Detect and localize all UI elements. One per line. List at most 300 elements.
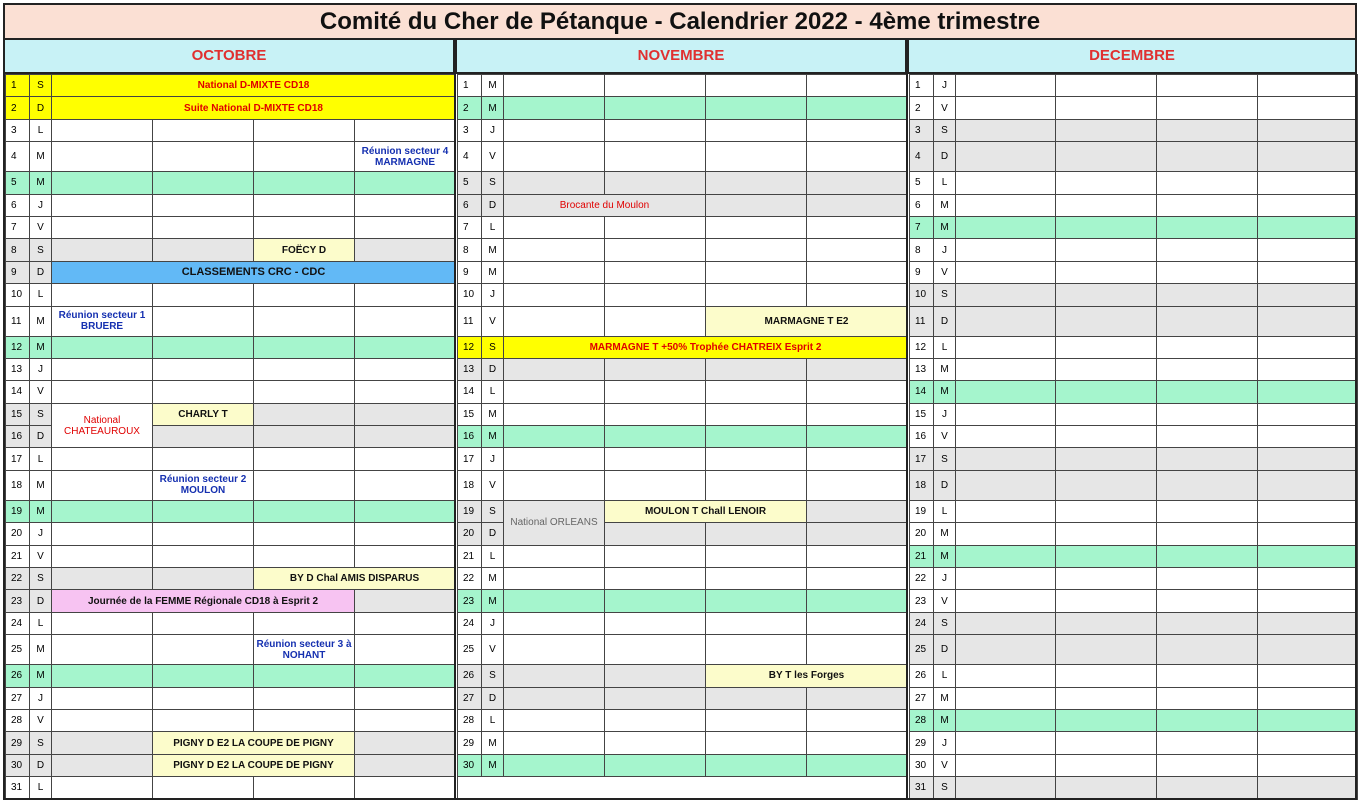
calendar-cell [1258,665,1358,687]
calendar-cell [504,732,605,754]
day-of-week: M [482,732,504,754]
calendar-cell [52,709,153,731]
month-header-decembre: DECEMBRE [907,40,1357,74]
day-of-week: J [30,523,52,545]
calendar-cell [1258,709,1358,731]
calendar-cell [1056,665,1157,687]
day-of-week: V [30,216,52,238]
calendar-cell [1258,239,1358,261]
day-number: 3 [910,119,934,141]
calendar-cell [1258,545,1358,567]
day-number: 17 [458,448,482,470]
calendar-cell [355,523,456,545]
day-of-week: D [482,687,504,709]
calendar-cell [605,448,706,470]
calendar-cell [956,75,1056,97]
day-of-week: D [482,194,504,216]
calendar-cell [504,75,605,97]
calendar-cell [956,426,1056,448]
day-number: 8 [910,239,934,261]
day-number: 11 [910,306,934,336]
day-of-week: S [934,448,956,470]
day-number: 26 [910,665,934,687]
calendar-cell [807,470,908,500]
day-of-week: V [482,635,504,665]
calendar-cell [956,709,1056,731]
calendar-cell [355,612,456,634]
day-of-week: D [934,142,956,172]
calendar-cell [956,687,1056,709]
day-number: 21 [910,545,934,567]
calendar-cell [355,448,456,470]
calendar-cell [956,777,1056,799]
calendar-cell [52,635,153,665]
calendar-cell [254,381,355,403]
calendar-cell [807,523,908,545]
calendar-cell [504,97,605,119]
calendar-cell [1258,754,1358,776]
calendar-cell [706,239,807,261]
calendar-cell [956,381,1056,403]
calendar-cell [807,754,908,776]
calendar-cell [1258,336,1358,358]
day-of-week: M [482,590,504,612]
day-number: 23 [910,590,934,612]
calendar-cell [254,523,355,545]
day-of-week: M [482,426,504,448]
calendar-cell [254,172,355,194]
calendar-cell [504,470,605,500]
calendar-cell [807,172,908,194]
calendar-cell [355,665,456,687]
calendar-cell [807,687,908,709]
event-cell: PIGNY D E2 LA COUPE DE PIGNY [153,754,355,776]
day-number: 12 [6,336,30,358]
calendar-cell [706,358,807,380]
day-of-week: V [934,754,956,776]
calendar-cell [956,306,1056,336]
day-of-week: L [934,172,956,194]
day-of-week: S [934,119,956,141]
day-of-week: M [30,470,52,500]
calendar-cell [807,568,908,590]
day-number: 28 [6,709,30,731]
calendar-cell [1056,500,1157,522]
calendar-cell [706,142,807,172]
calendar-cell [1258,523,1358,545]
calendar-cell [504,687,605,709]
day-number: 27 [910,687,934,709]
calendar-cell [706,261,807,283]
novembre-calendar [457,74,908,800]
day-of-week: S [30,732,52,754]
calendar-cell [504,381,605,403]
day-of-week: D [30,754,52,776]
day-number: 18 [910,470,934,500]
calendar-cell [254,403,355,425]
calendar-cell [153,142,254,172]
calendar-cell [807,216,908,238]
calendar-cell [1056,239,1157,261]
calendar-cell [807,448,908,470]
event-cell: National ORLEANS [504,500,605,545]
day-of-week: V [30,709,52,731]
day-number: 7 [6,216,30,238]
calendar-cell [355,426,456,448]
calendar-cell [956,97,1056,119]
calendar-cell [254,426,355,448]
day-of-week: S [30,568,52,590]
calendar-cell [52,665,153,687]
calendar-cell [504,216,605,238]
event-cell: Réunion secteur 3 à NOHANT [254,635,355,665]
calendar-cell [605,426,706,448]
event-cell: BY D Chal AMIS DISPARUS [254,568,456,590]
calendar-cell [956,358,1056,380]
calendar-cell [1258,590,1358,612]
day-number: 26 [458,665,482,687]
calendar-cell [52,358,153,380]
calendar-cell [153,426,254,448]
calendar-cell [956,500,1056,522]
day-of-week: M [30,665,52,687]
calendar-cell [956,239,1056,261]
calendar-cell [1157,426,1258,448]
day-number: 12 [458,336,482,358]
day-of-week: D [482,523,504,545]
month-header-novembre: NOVEMBRE [455,40,907,74]
calendar-cell [1258,732,1358,754]
day-number: 2 [910,97,934,119]
day-number: 14 [910,381,934,403]
calendar-cell [706,709,807,731]
day-of-week: L [934,500,956,522]
calendar-cell [153,665,254,687]
calendar-cell [1157,635,1258,665]
calendar-cell [1157,568,1258,590]
day-number: 15 [458,403,482,425]
calendar-cell [605,635,706,665]
day-number: 22 [458,568,482,590]
calendar-cell [706,448,807,470]
calendar-cell [1056,403,1157,425]
calendar-cell [706,426,807,448]
calendar-cell [504,448,605,470]
calendar-cell [1157,470,1258,500]
calendar-cell [254,500,355,522]
day-number: 13 [910,358,934,380]
calendar-cell [1157,216,1258,238]
calendar-cell [956,261,1056,283]
calendar-cell [807,545,908,567]
day-of-week: S [934,612,956,634]
calendar-cell [706,216,807,238]
calendar-cell [504,612,605,634]
day-number: 30 [458,754,482,776]
day-number: 27 [6,687,30,709]
calendar-cell [1157,754,1258,776]
event-cell: BY T les Forges [706,665,908,687]
day-of-week: J [482,612,504,634]
calendar-cell [706,687,807,709]
calendar-cell [956,142,1056,172]
calendar-cell [807,261,908,283]
calendar-cell [52,545,153,567]
day-of-week: V [30,545,52,567]
calendar-cell [153,172,254,194]
calendar-cell [153,500,254,522]
calendar-cell [153,612,254,634]
day-of-week: D [30,426,52,448]
calendar-cell [52,687,153,709]
calendar-cell [605,590,706,612]
calendar-cell [605,261,706,283]
calendar-cell [1258,500,1358,522]
calendar-cell [355,732,456,754]
calendar-cell [52,194,153,216]
day-number: 19 [458,500,482,522]
calendar-cell [504,545,605,567]
calendar-cell [605,216,706,238]
calendar-cell [1258,194,1358,216]
calendar-cell [355,216,456,238]
calendar-cell [1056,216,1157,238]
calendar-cell [1056,545,1157,567]
day-of-week: M [482,261,504,283]
calendar-cell [1157,500,1258,522]
calendar-cell [1056,97,1157,119]
calendar-cell [153,523,254,545]
event-cell: Réunion secteur 4 MARMAGNE [355,142,456,172]
calendar-cell [153,568,254,590]
calendar-cell [153,777,254,799]
day-of-week: S [30,403,52,425]
calendar-cell [605,75,706,97]
day-number: 12 [910,336,934,358]
day-number: 10 [458,284,482,306]
day-of-week: M [482,97,504,119]
day-of-week: S [934,284,956,306]
calendar-cell [706,590,807,612]
day-number: 1 [910,75,934,97]
event-cell: MARMAGNE T E2 [706,306,908,336]
calendar-cell [1258,470,1358,500]
day-number: 28 [910,709,934,731]
calendar-cell [52,500,153,522]
day-number: 18 [458,470,482,500]
day-of-week: V [482,142,504,172]
day-number: 13 [458,358,482,380]
calendar-cell [807,97,908,119]
calendar-cell [956,172,1056,194]
calendar-cell [1258,403,1358,425]
calendar-cell [504,635,605,665]
day-number: 14 [6,381,30,403]
calendar-cell [1258,75,1358,97]
calendar-cell [355,239,456,261]
day-number: 17 [910,448,934,470]
day-of-week: S [30,239,52,261]
day-of-week: J [482,448,504,470]
day-number: 5 [458,172,482,194]
calendar-cell [1157,119,1258,141]
day-number: 18 [6,470,30,500]
day-of-week: M [934,523,956,545]
calendar-cell [254,216,355,238]
day-number: 14 [458,381,482,403]
event-cell: Suite National D-MIXTE CD18 [52,97,456,119]
calendar-cell [254,358,355,380]
calendar-cell [1056,523,1157,545]
calendar-cell [1258,426,1358,448]
calendar-cell [605,142,706,172]
day-number: 31 [910,777,934,799]
day-number: 5 [6,172,30,194]
day-of-week: L [30,284,52,306]
day-of-week: M [482,239,504,261]
calendar-cell [504,665,605,687]
calendar-cell [807,612,908,634]
calendar-cell [153,358,254,380]
calendar-cell [807,403,908,425]
calendar-cell [605,612,706,634]
calendar-cell [254,336,355,358]
calendar-cell [706,194,807,216]
day-of-week: L [482,216,504,238]
day-of-week: M [934,381,956,403]
empty-day-row [458,777,908,799]
day-number: 10 [6,284,30,306]
calendar-cell [956,732,1056,754]
calendar-cell [706,612,807,634]
day-number: 28 [458,709,482,731]
day-of-week: M [30,500,52,522]
event-cell: PIGNY D E2 LA COUPE DE PIGNY [153,732,355,754]
day-number: 11 [6,306,30,336]
calendar-cell [1056,172,1157,194]
calendar-cell [1157,358,1258,380]
calendar-cell [605,687,706,709]
calendar-cell [52,732,153,754]
calendar-cell [807,381,908,403]
calendar-cell [1157,665,1258,687]
calendar-cell [605,754,706,776]
calendar-cell [1056,612,1157,634]
calendar-cell [52,568,153,590]
calendar-cell [504,119,605,141]
calendar-cell [706,172,807,194]
calendar-cell [1056,306,1157,336]
calendar-cell [504,754,605,776]
calendar-cell [1056,448,1157,470]
day-number: 16 [458,426,482,448]
calendar-cell [504,284,605,306]
day-of-week: L [30,448,52,470]
calendar-cell [254,194,355,216]
day-of-week: J [934,403,956,425]
day-number: 25 [6,635,30,665]
day-number: 25 [910,635,934,665]
calendar-cell [1056,687,1157,709]
day-of-week: L [934,336,956,358]
calendar-cell [52,284,153,306]
calendar-cell [355,284,456,306]
event-cell: Réunion secteur 2 MOULON [153,470,254,500]
event-cell: Brocante du Moulon [504,194,706,216]
day-number: 8 [6,239,30,261]
day-of-week: V [30,381,52,403]
calendar-cell [254,448,355,470]
calendar-cell [1056,709,1157,731]
calendar-cell [254,709,355,731]
calendar-cell [153,448,254,470]
day-number: 30 [910,754,934,776]
calendar-cell [52,119,153,141]
day-of-week: M [934,687,956,709]
calendar-cell [504,239,605,261]
day-of-week: L [934,665,956,687]
day-number: 24 [910,612,934,634]
calendar-cell [52,448,153,470]
calendar-cell [52,523,153,545]
calendar-cell [807,75,908,97]
calendar-cell [1258,358,1358,380]
calendar-cell [605,119,706,141]
calendar-cell [605,381,706,403]
calendar-cell [52,142,153,172]
day-number: 27 [458,687,482,709]
day-of-week: J [30,358,52,380]
calendar-cell [807,194,908,216]
calendar-cell [1258,172,1358,194]
day-of-week: L [482,381,504,403]
calendar-cell [504,590,605,612]
calendar-cell [355,194,456,216]
calendar-cell [355,709,456,731]
calendar-cell [52,239,153,261]
calendar-cell [52,336,153,358]
day-of-week: V [934,261,956,283]
calendar-cell [706,97,807,119]
day-of-week: S [482,336,504,358]
calendar-cell [605,732,706,754]
calendar-cell [153,635,254,665]
day-of-week: D [30,261,52,283]
calendar-cell [254,470,355,500]
day-number: 7 [458,216,482,238]
day-of-week: V [934,590,956,612]
calendar-cell [52,777,153,799]
day-number: 17 [6,448,30,470]
day-number: 21 [6,545,30,567]
calendar-cell [1157,381,1258,403]
calendar-cell [52,172,153,194]
calendar-cell [706,381,807,403]
day-number: 5 [910,172,934,194]
day-of-week: M [482,754,504,776]
calendar-cell [1157,194,1258,216]
calendar-cell [706,754,807,776]
day-number: 13 [6,358,30,380]
day-of-week: D [934,635,956,665]
calendar-cell [706,568,807,590]
day-of-week: S [482,172,504,194]
calendar-cell [1258,612,1358,634]
calendar-cell [1258,216,1358,238]
calendar-cell [706,75,807,97]
day-of-week: S [482,665,504,687]
calendar-cell [1056,261,1157,283]
